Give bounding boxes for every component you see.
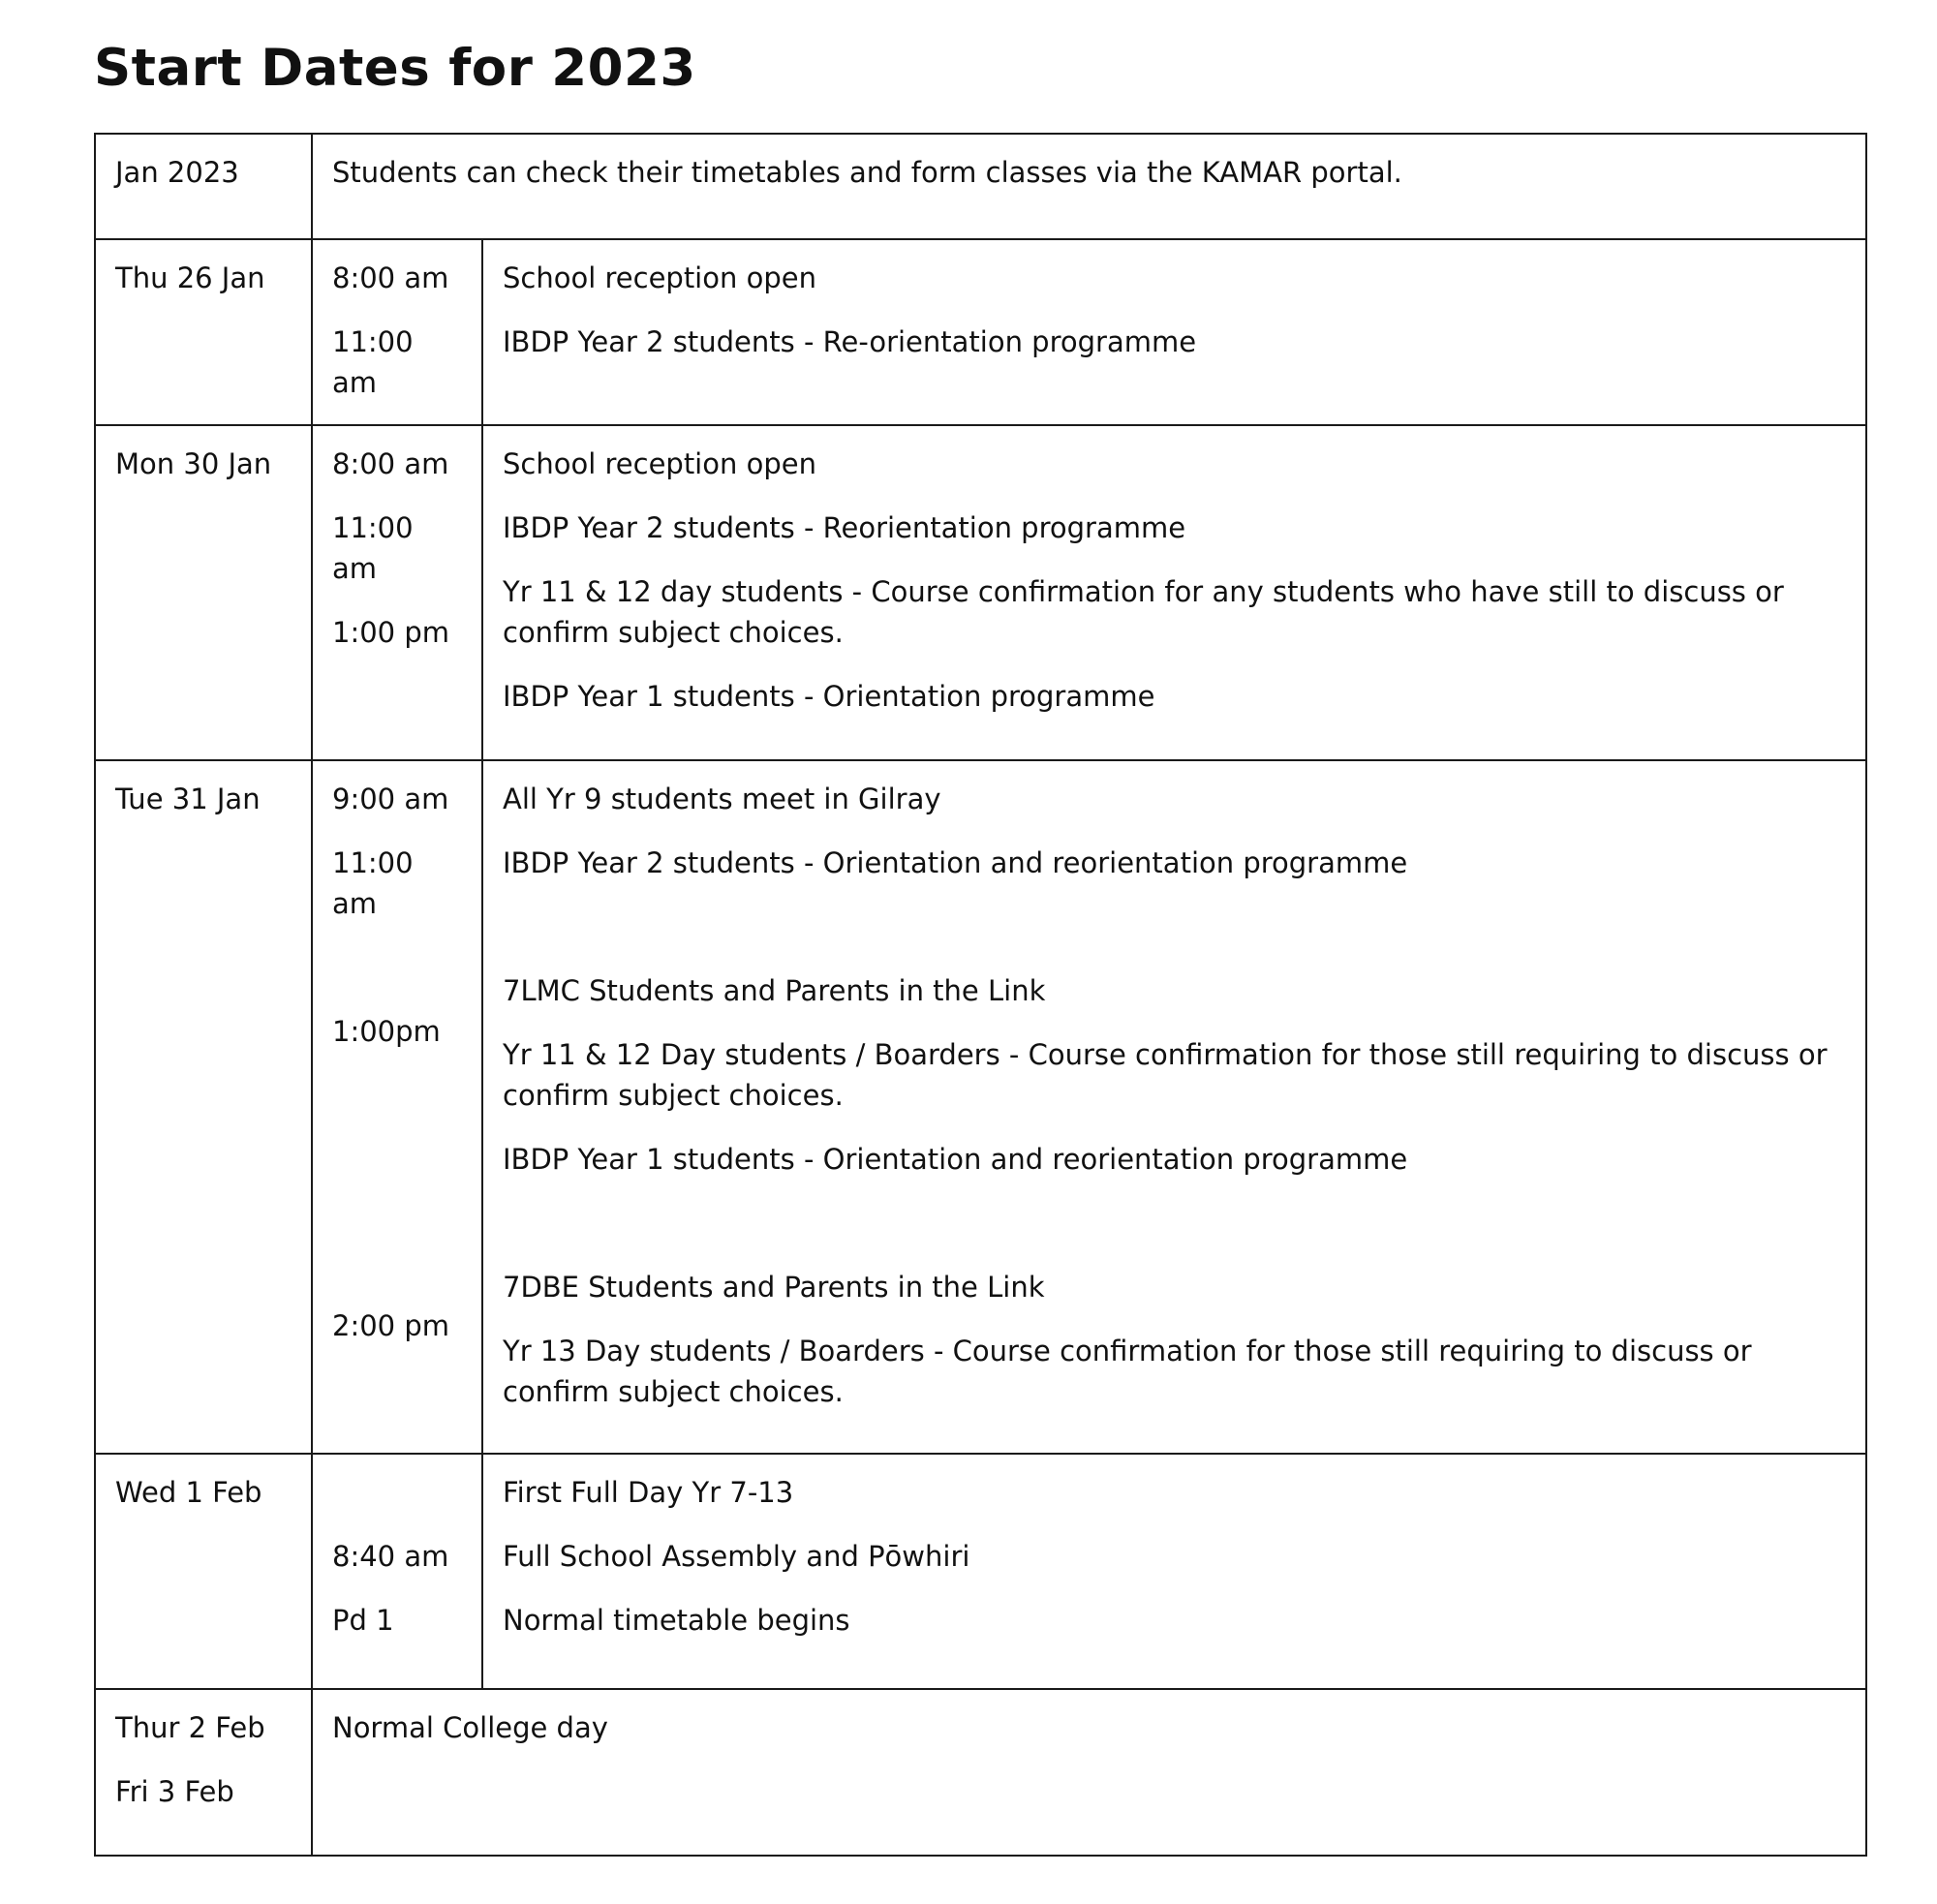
table-row bbox=[95, 1689, 1866, 1856]
note-cell bbox=[312, 134, 1866, 239]
event-cell bbox=[482, 760, 1866, 1454]
time-label: 11:00 am bbox=[332, 325, 414, 399]
event-text: IBDP Year 2 students - Re-orientation programme bbox=[503, 325, 1197, 358]
date-label: Thu 26 Jan bbox=[115, 261, 265, 294]
date-cell bbox=[95, 134, 312, 239]
event-text: Yr 13 Day students / Boarders - Course confirmation for those still requiring to discuss or confirm subject choices. bbox=[503, 1335, 1752, 1408]
event-text: IBDP Year 1 students - Orientation programme bbox=[503, 680, 1155, 713]
date-label: Thur 2 Feb bbox=[115, 1711, 265, 1744]
table-row bbox=[95, 239, 1866, 425]
time-label: 8:40 am bbox=[332, 1540, 449, 1573]
time-label: Pd 1 bbox=[332, 1604, 394, 1637]
event-text: 7DBE Students and Parents in the Link bbox=[503, 1271, 1045, 1304]
date-label: Fri 3 Feb bbox=[115, 1775, 234, 1808]
event-cell bbox=[482, 239, 1866, 425]
table-row bbox=[95, 1454, 1866, 1689]
date-label: Tue 31 Jan bbox=[115, 783, 261, 815]
date-label: Wed 1 Feb bbox=[115, 1476, 262, 1509]
start-dates-table bbox=[94, 133, 1867, 1857]
table-row bbox=[95, 425, 1866, 760]
event-text: Yr 11 & 12 Day students / Boarders - Course confirmation for those still requiring to discuss or confirm subject choices. bbox=[503, 1038, 1828, 1112]
table-row bbox=[95, 134, 1866, 239]
note-cell bbox=[312, 1689, 1866, 1856]
time-cell bbox=[312, 1454, 482, 1689]
table-row bbox=[95, 760, 1866, 1454]
event-text: Full School Assembly and Pōwhiri bbox=[503, 1540, 970, 1573]
event-text: Normal timetable begins bbox=[503, 1604, 850, 1637]
event-text: IBDP Year 1 students - Orientation and reorientation programme bbox=[503, 1143, 1408, 1176]
date-cell bbox=[95, 239, 312, 425]
time-label: 2:00 pm bbox=[332, 1309, 449, 1342]
page-title: Start Dates for 2023 bbox=[94, 39, 696, 98]
date-label: Jan 2023 bbox=[115, 156, 239, 189]
time-cell bbox=[312, 760, 482, 1454]
event-text: School reception open bbox=[503, 261, 816, 294]
time-cell bbox=[312, 239, 482, 425]
time-label: 1:00 pm bbox=[332, 616, 449, 649]
event-cell bbox=[482, 1454, 1866, 1689]
time-label: 1:00pm bbox=[332, 1015, 441, 1048]
event-text: All Yr 9 students meet in Gilray bbox=[503, 783, 941, 815]
time-cell bbox=[312, 425, 482, 760]
time-label: 11:00 am bbox=[332, 511, 414, 585]
note-text: Normal College day bbox=[332, 1711, 608, 1744]
date-label: Mon 30 Jan bbox=[115, 447, 272, 480]
event-text: School reception open bbox=[503, 447, 816, 480]
event-text: First Full Day Yr 7-13 bbox=[503, 1476, 794, 1509]
event-text: IBDP Year 2 students - Orientation and reorientation programme bbox=[503, 846, 1408, 879]
date-cell bbox=[95, 760, 312, 1454]
date-cell bbox=[95, 1689, 312, 1856]
time-label: 9:00 am bbox=[332, 783, 449, 815]
time-label: 11:00 am bbox=[332, 846, 414, 920]
time-label: 8:00 am bbox=[332, 261, 449, 294]
event-text: Yr 11 & 12 day students - Course confirmation for any students who have still to discuss or confirm subject choices. bbox=[503, 575, 1784, 649]
time-label: 8:00 am bbox=[332, 447, 449, 480]
event-text: IBDP Year 2 students - Reorientation programme bbox=[503, 511, 1186, 544]
date-cell bbox=[95, 425, 312, 760]
date-cell bbox=[95, 1454, 312, 1689]
event-cell bbox=[482, 425, 1866, 760]
event-text: 7LMC Students and Parents in the Link bbox=[503, 974, 1046, 1007]
note-text: Students can check their timetables and form classes via the KAMAR portal. bbox=[332, 156, 1402, 189]
